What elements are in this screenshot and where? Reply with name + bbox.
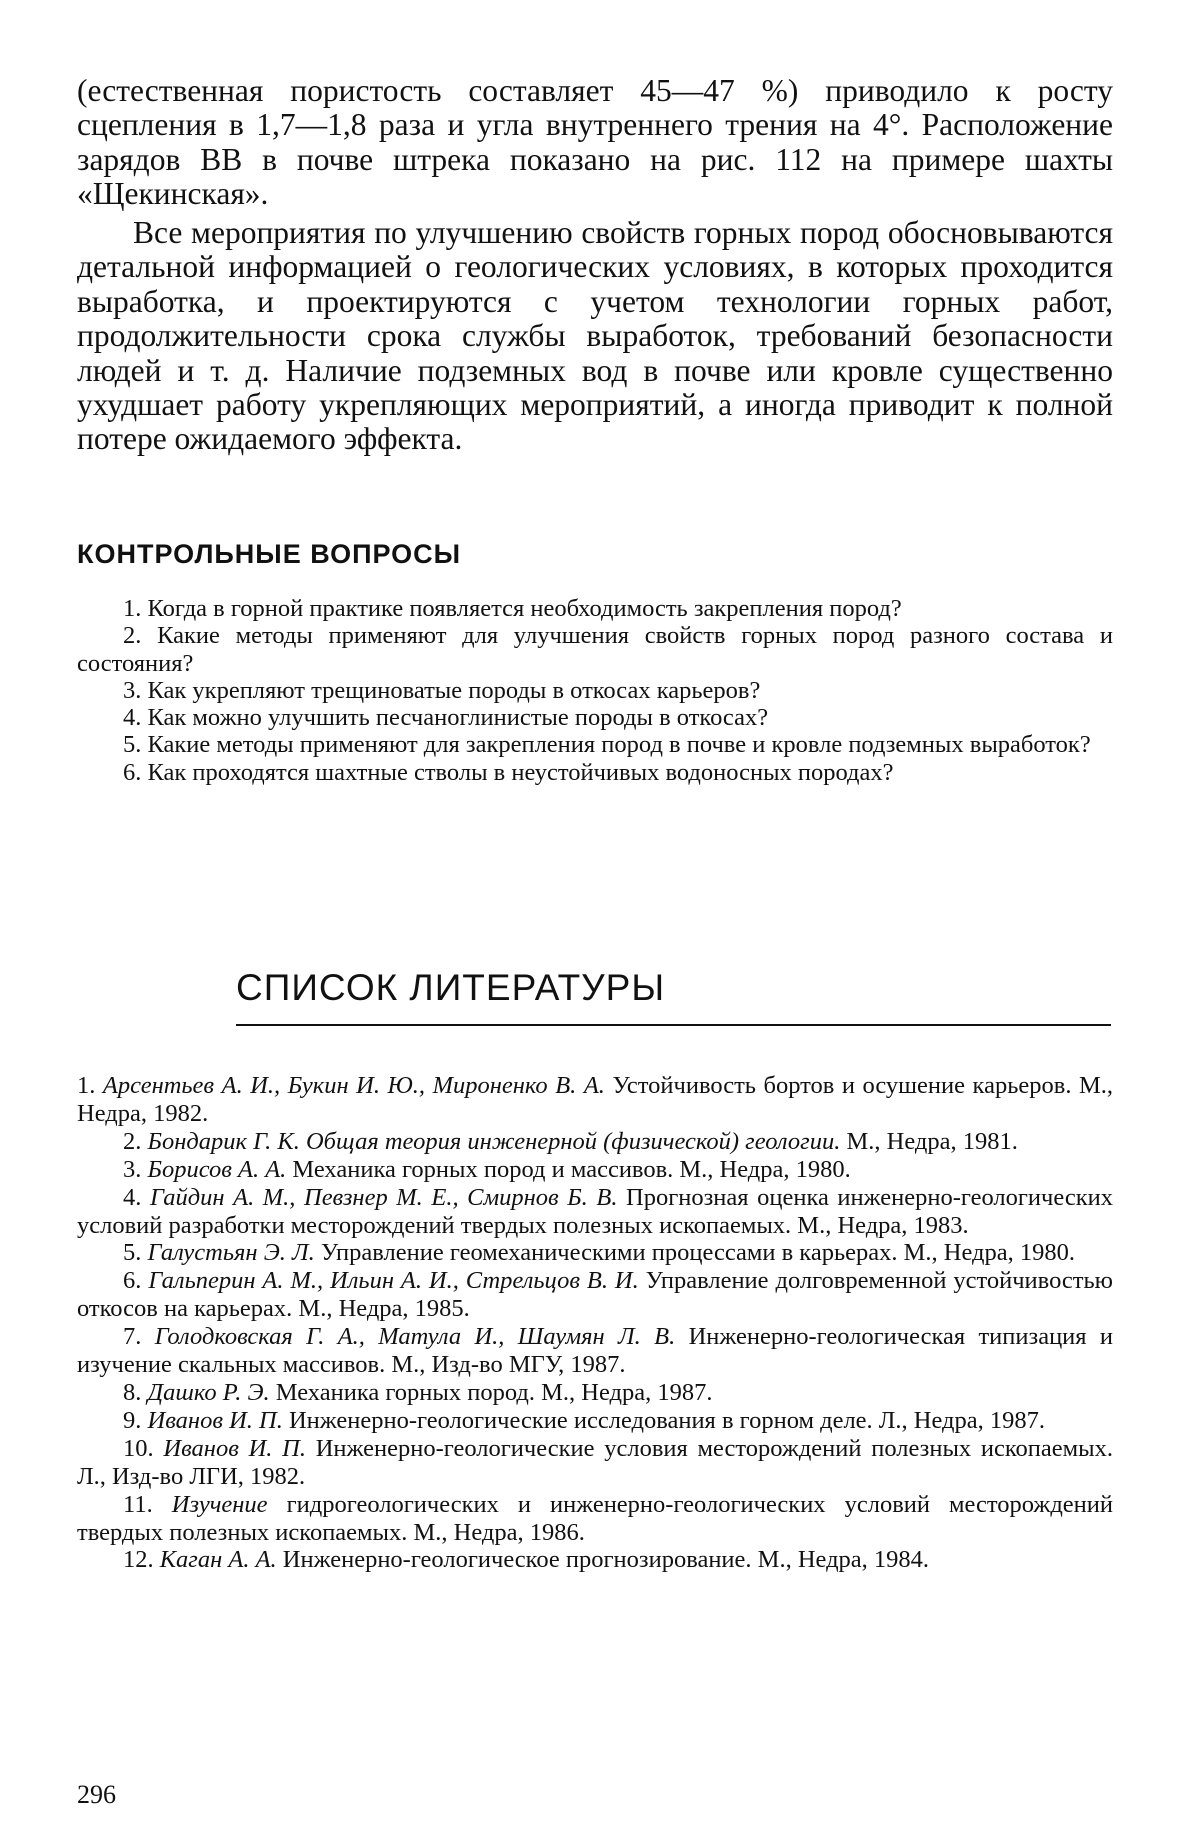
reference-details: М., Недра, 1981. bbox=[846, 1127, 1018, 1155]
heading-divider bbox=[236, 1024, 1111, 1026]
reference-details: Инженерно-геологические условия месторождений полезных ископаемых. Л., Изд-во ЛГИ, 1982. bbox=[77, 1434, 1114, 1490]
reference-authors: Дашко Р. Э. bbox=[147, 1378, 270, 1406]
reference-details: Механика горных пород и массивов. М., Недра, 1980. bbox=[292, 1155, 851, 1183]
reference-authors: Голодковская Г. А., Матула И., Шаумян Л. В. bbox=[154, 1323, 676, 1351]
reference-details: гидрогеологических и инженерно-геологических условий месторождений твердых полезных ископаемых. М., Недра, 1986. bbox=[77, 1490, 1113, 1546]
body-paragraph: Все мероприятия по улучшению свойств горных пород обосновываются детальной информацией о геологических условиях, в которых проходится выработка, и проектируются с учетом технологии горных работ, продолжительности срока службы выработок, требований безопасности людей и т. д. Наличие подземных вод в почве или кровле существенно ухудшает работу укрепляющих мероприятий, а иногда приводит к полной потере ожидаемого эффекта. bbox=[77, 215, 1113, 457]
reference-authors: Арсентьев А. И., Букин И. Ю., Мироненко В. А. bbox=[102, 1072, 605, 1099]
reference-item bbox=[77, 1184, 1113, 1240]
reference-authors: Иванов И. П. bbox=[163, 1434, 306, 1462]
reference-authors: Изучение bbox=[171, 1490, 268, 1518]
reference-item bbox=[77, 1491, 1113, 1547]
reference-item bbox=[77, 1072, 1113, 1128]
reference-authors: Бондарик Г. К. Общая теория инженерной (физической) геологии. bbox=[147, 1127, 841, 1155]
reference-details: Прогнозная оценка инженерно-геологических условий разработки месторождений твердых полезных ископаемых. М., Недра, 1983. bbox=[77, 1183, 1113, 1239]
reference-item bbox=[77, 1435, 1113, 1491]
reference-item bbox=[77, 1267, 1113, 1323]
questions-list bbox=[77, 595, 1113, 786]
question-item: 2. Какие методы применяют для улучшения свойств горных пород разного состава и состояния? bbox=[77, 622, 1113, 677]
reference-number: 11. bbox=[123, 1490, 153, 1518]
reference-number: 3. bbox=[123, 1155, 142, 1183]
reference-details: Управление геомеханическими процессами в карьерах. М., Недра, 1980. bbox=[320, 1239, 1075, 1267]
reference-authors: Гайдин А. М., Певзнер М. Е., Смирнов Б. В. bbox=[149, 1183, 618, 1211]
reference-number: 9. bbox=[123, 1406, 142, 1434]
reference-number: 7. bbox=[123, 1323, 142, 1351]
references-list bbox=[77, 1072, 1113, 1574]
page-number: 296 bbox=[77, 1780, 116, 1809]
literature-heading: СПИСОК ЛИТЕРАТУРЫ bbox=[236, 967, 666, 1008]
body-paragraph: (естественная пористость составляет 45—47 %) приводило к росту сцепления в 1,7—1,8 раза и угла внутреннего трения на 4°. Расположение зарядов ВВ в почве штрека показано на рис. 112 на примере шахты «Щекинская». bbox=[77, 73, 1113, 212]
reference-number: 5. bbox=[123, 1239, 142, 1267]
reference-item bbox=[77, 1546, 1113, 1574]
reference-item bbox=[77, 1407, 1113, 1435]
reference-authors: Иванов И. П. bbox=[147, 1406, 283, 1434]
reference-number: 12. bbox=[123, 1546, 154, 1574]
reference-item bbox=[77, 1156, 1113, 1184]
reference-authors: Галустьян Э. Л. bbox=[147, 1239, 315, 1267]
question-item: 4. Как можно улучшить песчаноглинистые породы в откосах? bbox=[123, 704, 769, 732]
reference-number: 10. bbox=[123, 1434, 154, 1462]
question-item: 6. Как проходятся шахтные стволы в неустойчивых водоносных породах? bbox=[123, 758, 894, 786]
reference-details: Инженерно-геологические исследования в горном деле. Л., Недра, 1987. bbox=[288, 1406, 1045, 1434]
questions-heading: КОНТРОЛЬНЫЕ ВОПРОСЫ bbox=[77, 539, 462, 569]
reference-details: Управление долговременной устойчивостью откосов на карьерах. М., Недра, 1985. bbox=[77, 1267, 1113, 1323]
reference-authors: Гальперин А. М., Ильин А. И., Стрельцов В. И. bbox=[148, 1267, 639, 1295]
reference-authors: Борисов А. А. bbox=[147, 1155, 287, 1183]
reference-details: Механика горных пород. М., Недра, 1987. bbox=[275, 1378, 713, 1406]
reference-number: 4. bbox=[123, 1183, 142, 1211]
reference-item bbox=[77, 1239, 1113, 1267]
reference-number: 8. bbox=[123, 1378, 142, 1406]
reference-authors: Каган А. А. bbox=[159, 1546, 277, 1574]
reference-details: Устойчивость бортов и осушение карьеров. М., Недра, 1982. bbox=[77, 1072, 1114, 1127]
question-item: 1. Когда в горной практике появляется необходимость закрепления пород? bbox=[123, 595, 902, 622]
question-item: 5. Какие методы применяют для закрепления пород в почве и кровле подземных выработок? bbox=[123, 731, 1091, 759]
reference-number: 6. bbox=[123, 1267, 142, 1295]
reference-number: 2. bbox=[123, 1127, 142, 1155]
reference-details: Инженерно-геологическое прогнозирование. М., Недра, 1984. bbox=[282, 1546, 930, 1574]
reference-details: Инженерно-геологическая типизация и изучение скальных массивов. М., Изд-во МГУ, 1987. bbox=[77, 1323, 1114, 1379]
reference-item bbox=[77, 1128, 1113, 1156]
reference-number: 1. bbox=[77, 1072, 96, 1099]
reference-item bbox=[77, 1323, 1113, 1379]
reference-item bbox=[77, 1379, 1113, 1407]
question-item: 3. Как укрепляют трещиноватые породы в откосах карьеров? bbox=[123, 676, 761, 704]
